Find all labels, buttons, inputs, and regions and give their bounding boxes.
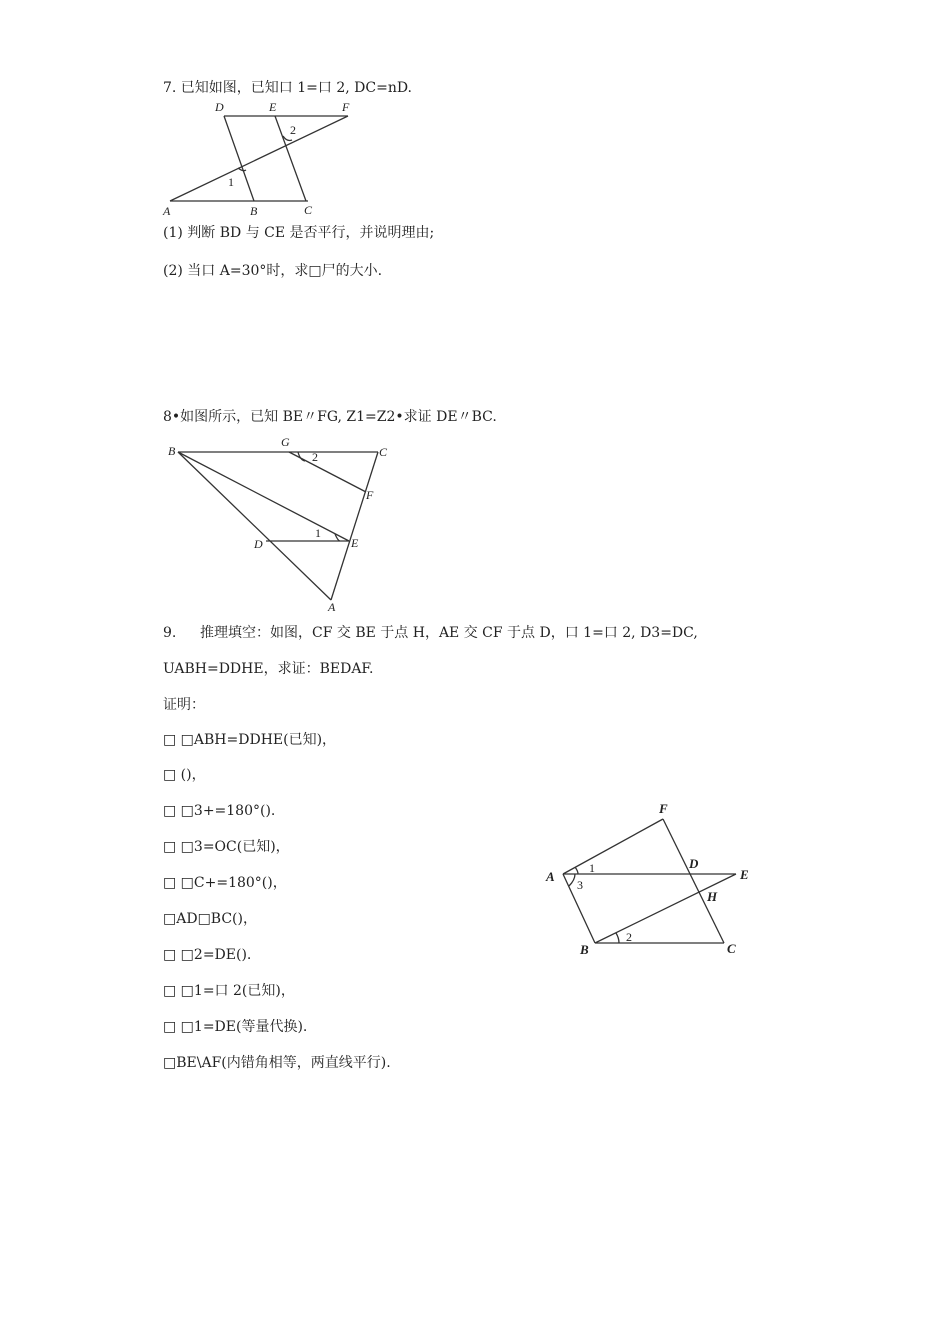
q7-label-angle2: 2 (290, 123, 296, 137)
q9-line-fc (663, 819, 724, 943)
q9-label-d: D (689, 856, 699, 871)
q7-prompt: 7. 已知如图，已知口 1=口 2, DC=nD. (163, 80, 413, 96)
q9-step-9: □ □1=DE(等量代换). (163, 1019, 308, 1035)
q8-label-c: C (379, 445, 388, 459)
q9-step-4: □ □3=OC(已知)， (163, 839, 290, 855)
q9-line-af (563, 819, 663, 874)
q9-step-2: □ ()， (163, 767, 206, 783)
q7-label-angle1: 1 (228, 175, 234, 189)
q9-label-angle2: 2 (626, 930, 632, 944)
q8-label-d: D (254, 537, 263, 551)
q8-label-f: F (366, 488, 374, 502)
q9-step-5: □ □C+=180°()， (163, 875, 287, 891)
q9-label-angle3: 3 (577, 878, 583, 892)
q8-prompt: 8•如图所示，已知 BE〃FG, Z1=Z2•求证 DE〃BC. (163, 409, 497, 425)
q9-line-be (595, 874, 736, 943)
q9-label-b: B (580, 942, 589, 957)
q8-label-e: E (351, 536, 359, 550)
q9-label-f: F (659, 801, 668, 816)
q9-label-a: A (546, 869, 555, 884)
q8-label-g: G (281, 435, 290, 449)
q9-number: 9. (163, 625, 177, 641)
q9-step-3: □ □3+=180°(). (163, 803, 276, 819)
q7-part1: (1) 判断 BD 与 CE 是否平行，并说明理由; (163, 225, 435, 241)
q9-prompt-line2: UABH=DDHE，求证：BEDAF. (163, 661, 374, 677)
q9-angle1-arc (575, 867, 578, 874)
q9-angle3-arc (569, 874, 575, 886)
q9-proof-title: 证明： (163, 697, 205, 713)
q9-step-10: □BE\AF(内错角相等，两直线平行). (163, 1055, 391, 1071)
q7-label-b: B (250, 204, 258, 218)
q9-step-6: □AD□BC()， (163, 911, 257, 927)
q9-prompt-line1: 推理填空：如图，CF 交 BE 于点 H，AE 交 CF 于点 D，口 1=口 2, D3=DC, (200, 625, 698, 641)
q8-label-a: A (328, 600, 336, 614)
q9-angle2-arc (616, 933, 619, 943)
q7-label-d: D (215, 100, 224, 114)
q7-label-f: F (342, 100, 350, 114)
q7-label-a: A (163, 204, 171, 218)
q8-label-angle2: 2 (312, 450, 318, 464)
q9-label-e: E (740, 867, 749, 882)
q9-step-7: □ □2=DE(). (163, 947, 252, 963)
q9-step-8: □ □1=口 2(已知)， (163, 983, 295, 999)
q8-label-b: B (168, 444, 176, 458)
q9-label-h: H (707, 889, 718, 904)
q7-label-c: C (304, 203, 313, 217)
q7-label-e: E (269, 100, 277, 114)
q9-label-c: C (727, 941, 736, 956)
q9-label-angle1: 1 (589, 861, 595, 875)
q7-part2: (2) 当口 A=30°时，求□尸的大小. (163, 263, 383, 279)
q9-step-1: □ □ABH=DDHE(已知)， (163, 732, 337, 748)
q8-label-angle1: 1 (315, 526, 321, 540)
